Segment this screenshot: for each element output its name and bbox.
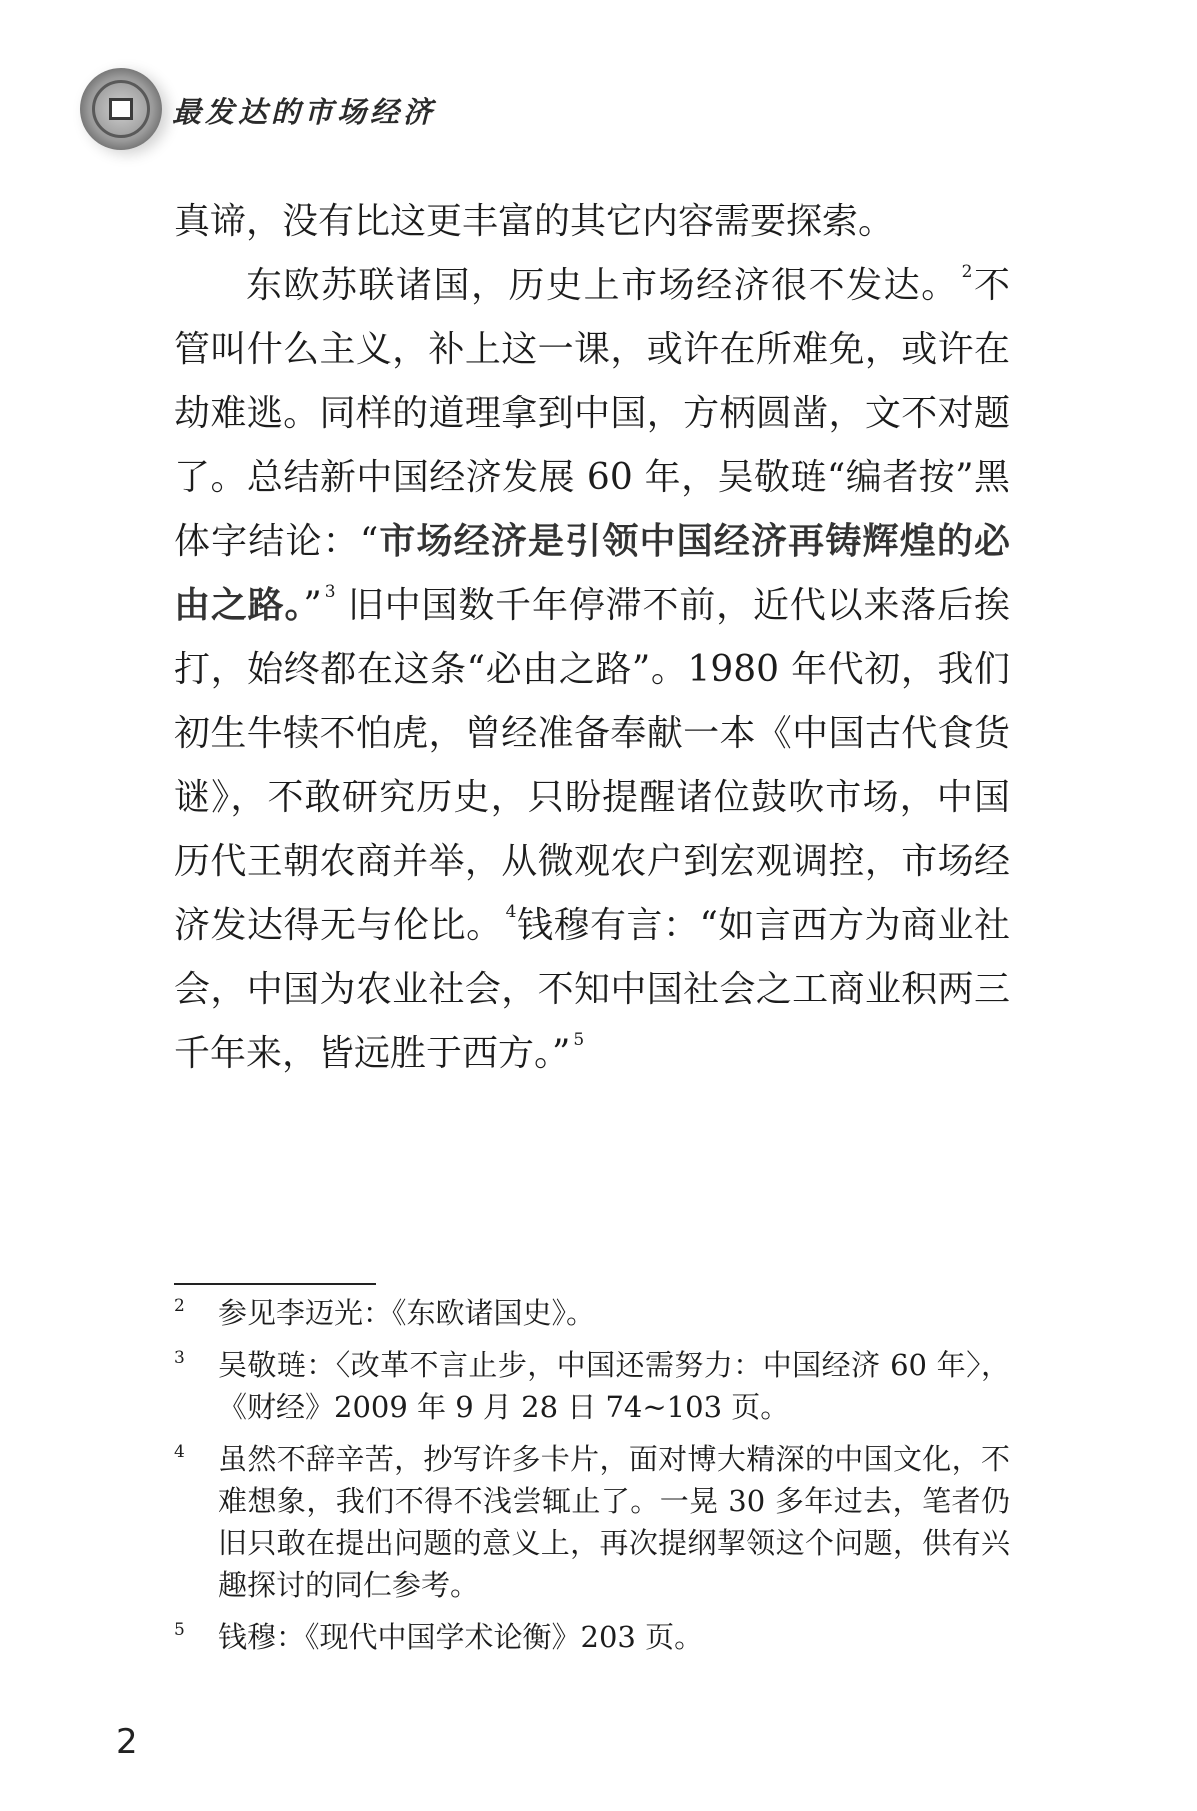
footnote-number: 4	[174, 1442, 185, 1462]
main-text	[174, 190, 1010, 1086]
footnote-ref[interactable]: 4	[505, 902, 517, 922]
footnote-ref[interactable]: 2	[961, 262, 973, 282]
footnote	[174, 1438, 1010, 1606]
ancient-coin-icon	[80, 68, 162, 150]
paragraph	[174, 254, 1010, 1086]
footnote-ref[interactable]: 3	[324, 582, 336, 602]
footnote-number: 5	[174, 1620, 185, 1640]
text-run: 钱穆有言：“如言西方为商业社会，中国为农业社会，不知中国社会之工商业积两三千年来，皆远胜于西方。”	[174, 905, 1010, 1074]
footnote-number: 3	[174, 1348, 185, 1368]
text-run: 旧中国数千年停滞不前，近代以来落后挨打，始终都在这条“必由之路”。1980 年代初，我们初生牛犊不怕虎，曾经准备奉献一本《中国古代食货谜》，不敢研究历史，只盼提醒诸位鼓吹市场，中国历代王朝农商并举，从微观农户到宏观调控，市场经济发达得无与伦比。	[174, 585, 1010, 946]
footnote-divider	[174, 1283, 376, 1285]
footnote	[174, 1292, 1010, 1334]
paragraph: 真谛，没有比这更丰富的其它内容需要探索。	[174, 201, 895, 242]
footnotes	[174, 1292, 1010, 1668]
footnote-text: 参见李迈光：《东欧诸国史》。	[218, 1296, 596, 1330]
chapter-title: 最发达的市场经济	[172, 95, 437, 129]
text-run: 东欧苏联诸国，历史上市场经济很不发达。	[246, 265, 959, 306]
footnote-text: 钱穆：《现代中国学术论衡》203 页。	[218, 1620, 704, 1654]
bold-quote: 市场经济是引领中国经济再铸辉煌的必由之路。	[174, 521, 1010, 626]
page-number: 2	[116, 1722, 138, 1762]
text-run: 不管叫什么主义，补上这一课，或许在所难免，或许在劫难逃。同样的道理拿到中国，方柄圆凿，文不对题了。总结新中国经济发展 60 年，吴敬琏“编者按”黑体字结论：“	[174, 265, 1010, 562]
footnote-ref[interactable]: 5	[573, 1030, 585, 1050]
text-run: ”	[303, 585, 322, 626]
footnote-text: 虽然不辞辛苦，抄写许多卡片，面对博大精深的中国文化，不难想象，我们不得不浅尝辄止了。一晃 30 多年过去，笔者仍旧只敢在提出问题的意义上，再次提纲挈领这个问题，供有兴趣探讨的同仁参考。	[218, 1442, 1010, 1602]
footnote	[174, 1616, 1010, 1658]
footnote-number: 2	[174, 1296, 185, 1316]
footnote-text: 吴敬琏：〈改革不言止步，中国还需努力：中国经济 60 年〉，《财经》2009 年 9 月 28 日 74~103 页。	[218, 1348, 1010, 1424]
footnote	[174, 1344, 1010, 1428]
